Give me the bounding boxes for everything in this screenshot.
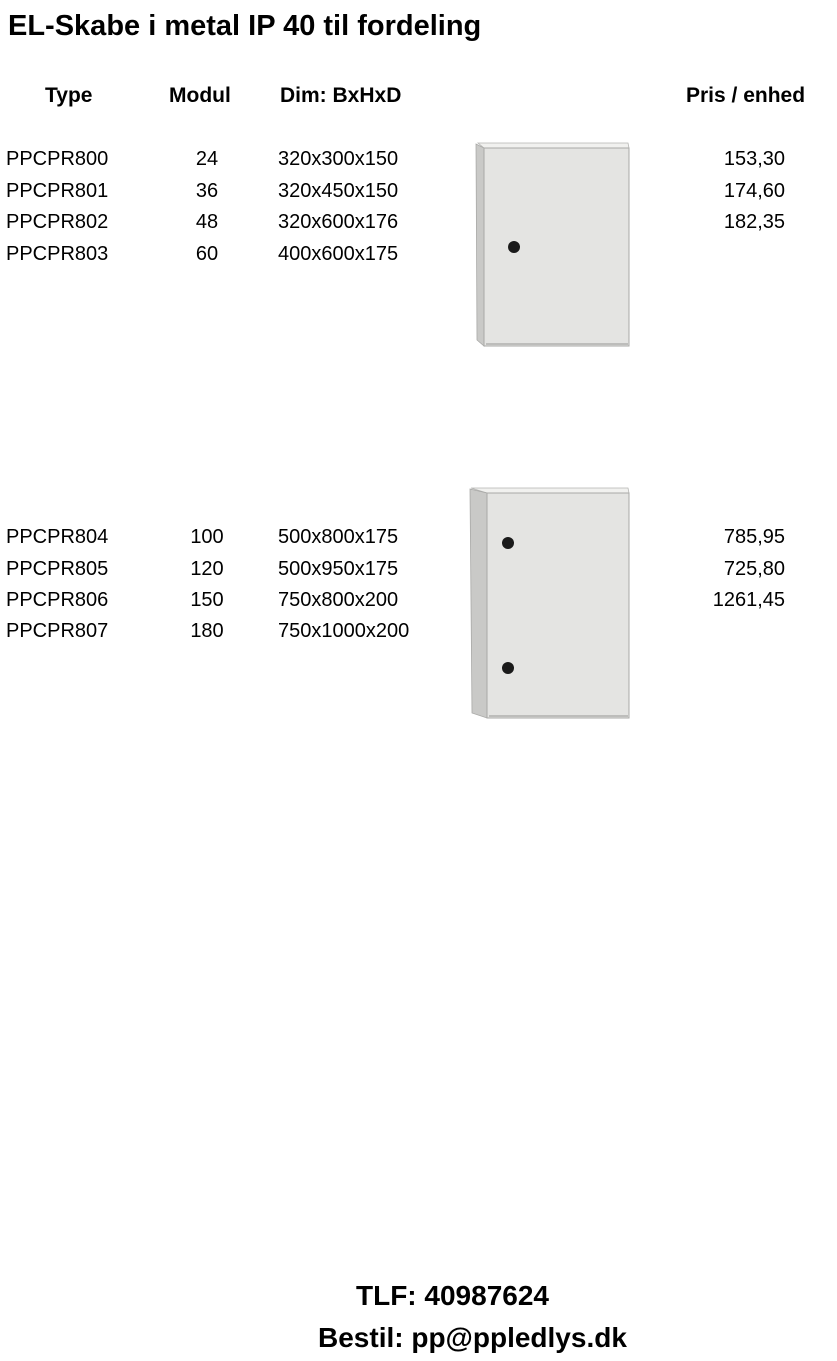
product-type: PPCPR802 (6, 211, 109, 233)
cabinet-top-face (478, 143, 629, 148)
product-type: PPCPR803 (6, 243, 109, 265)
product-type: PPCPR806 (6, 589, 109, 611)
lock-icon (502, 662, 514, 674)
lock-icon (502, 537, 514, 549)
footer-order-email: Bestil: pp@ppledlys.dk (318, 1322, 627, 1353)
product-dim: 320x600x176 (278, 211, 399, 233)
product-modul: 24 (195, 148, 219, 170)
product-dim: 500x800x175 (278, 526, 399, 548)
product-price: 153,30 (723, 148, 785, 170)
product-price: 785,95 (723, 526, 785, 548)
product-price: 174,60 (723, 180, 785, 202)
product-modul: 150 (190, 589, 224, 611)
product-dim: 320x300x150 (278, 148, 399, 170)
product-modul: 180 (190, 620, 224, 642)
product-modul: 48 (195, 211, 219, 233)
product-type: PPCPR800 (6, 148, 109, 170)
product-price: 1261,45 (712, 589, 785, 611)
product-price: 182,35 (723, 211, 785, 233)
column-header-modul: Modul (169, 84, 231, 107)
product-type: PPCPR801 (6, 180, 109, 202)
product-type: PPCPR804 (6, 526, 109, 548)
product-price: 725,80 (723, 558, 785, 580)
product-modul: 120 (190, 558, 224, 580)
column-header-type: Type (45, 84, 93, 107)
product-dim: 400x600x175 (278, 243, 399, 265)
product-type: PPCPR807 (6, 620, 109, 642)
product-modul: 36 (195, 180, 219, 202)
cabinet-door (484, 148, 629, 346)
product-dim: 750x800x200 (278, 589, 399, 611)
product-type: PPCPR805 (6, 558, 109, 580)
product-dim: 500x950x175 (278, 558, 399, 580)
cabinet-image-large (467, 485, 632, 722)
footer-phone: TLF: 40987624 (356, 1280, 549, 1311)
cabinet-door (487, 493, 629, 718)
product-dim: 750x1000x200 (278, 620, 410, 642)
lock-icon (508, 241, 520, 253)
product-modul: 100 (190, 526, 224, 548)
product-modul: 60 (195, 243, 219, 265)
column-header-dim: Dim: BxHxD (280, 84, 402, 107)
product-dim: 320x450x150 (278, 180, 399, 202)
cabinet-side-face (470, 489, 487, 718)
page-title: EL-Skabe i metal IP 40 til fordeling (8, 10, 482, 42)
cabinet-side-face (476, 144, 484, 346)
cabinet-image-small (474, 140, 632, 350)
cabinet-top-face (471, 488, 629, 493)
column-header-price: Pris / enhed (686, 84, 806, 107)
